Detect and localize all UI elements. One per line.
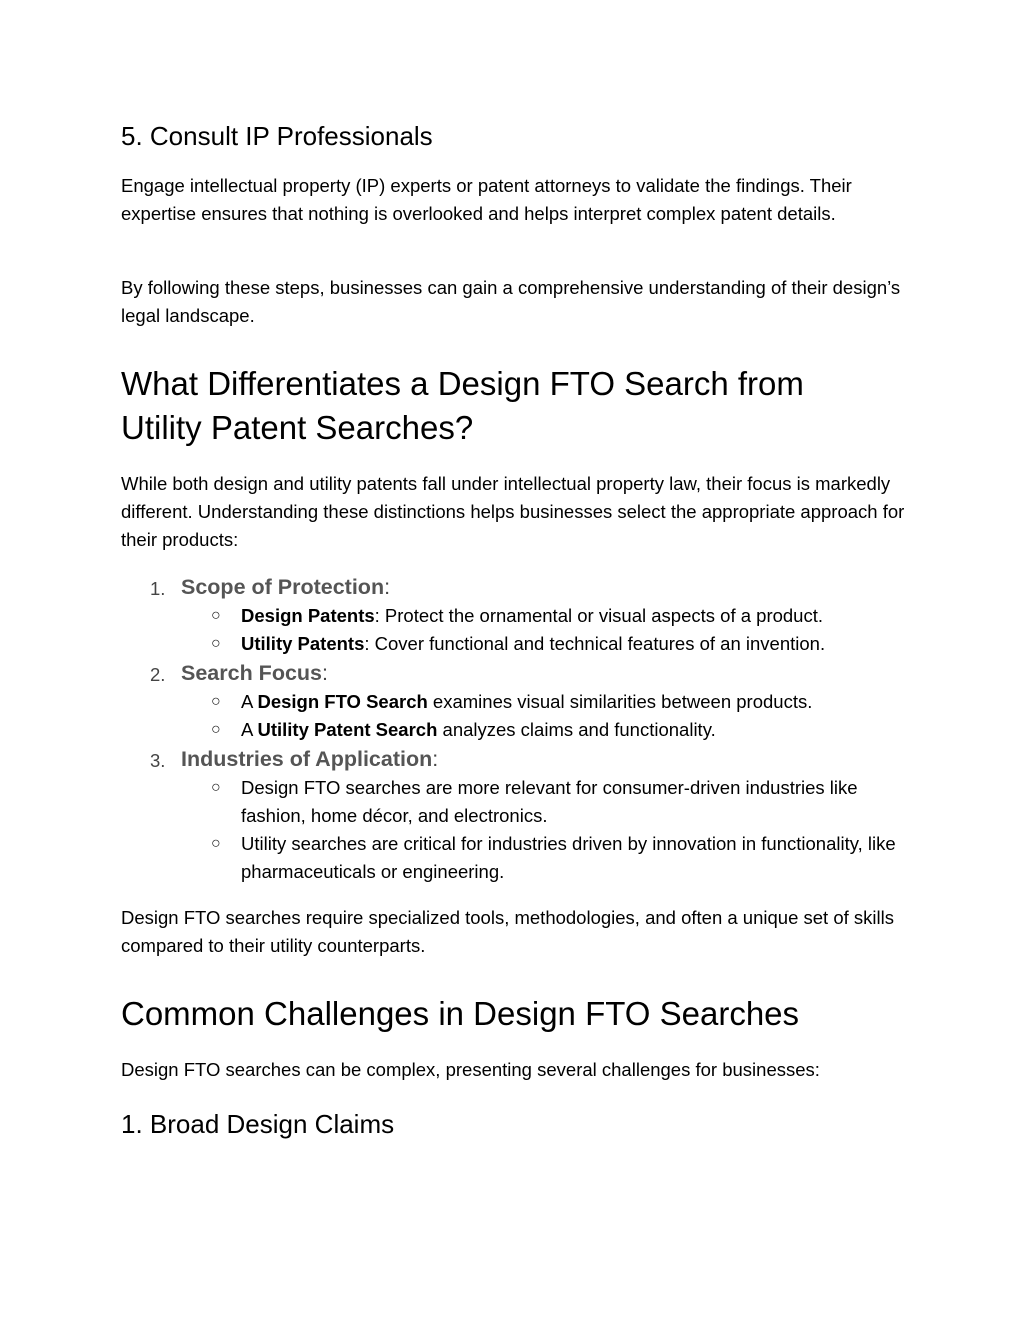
list-item: A Design FTO Search examines visual similarities between products. (241, 691, 813, 712)
bullet-icon: ○ (211, 721, 221, 738)
list-item: Design Patents: Protect the ornamental or visual aspects of a product. (241, 605, 824, 626)
list-item: Utility searches are critical for industries driven by innovation in functionality, like pharmaceuticals or engineering. (241, 833, 896, 882)
list-item: Design FTO searches are more relevant for consumer-driven industries like fashion, home décor, and electronics. (241, 777, 858, 826)
paragraph-complex-challenges: Design FTO searches can be complex, presenting several challenges for businesses: (121, 1059, 820, 1080)
paragraph-following-steps: By following these steps, businesses can gain a comprehensive understanding of their design’s legal landscape. (121, 277, 901, 326)
list-number: 1. (150, 578, 166, 599)
list-number: 2. (150, 664, 166, 685)
bullet-icon: ○ (211, 835, 221, 852)
list-heading-search-focus: Search Focus: (181, 661, 328, 685)
paragraph-design-vs-utility: While both design and utility patents fall under intellectual property law, their focus is markedly different. Understanding these distinctions helps businesses select the appropriate approach for their products: (121, 473, 905, 550)
paragraph-engage-experts: Engage intellectual property (IP) experts or patent attorneys to validate the findings. Their expertise ensures that nothing is overlooked and helps interpret complex patent details. (121, 175, 852, 224)
heading-broad-design-claims: 1. Broad Design Claims (121, 1109, 395, 1139)
heading-consult-ip: 5. Consult IP Professionals (121, 121, 433, 151)
paragraph-specialized-tools: Design FTO searches require specialized tools, methodologies, and often a unique set of skills compared to their utility counterparts. (121, 907, 894, 956)
bullet-icon: ○ (211, 693, 221, 710)
bullet-icon: ○ (211, 635, 221, 652)
list-number: 3. (150, 750, 166, 771)
list-item: Utility Patents: Cover functional and technical features of an invention. (241, 633, 826, 654)
heading-common-challenges: Common Challenges in Design FTO Searches (121, 995, 800, 1032)
heading-what-differentiates: What Differentiates a Design FTO Search from Utility Patent Searches? (121, 365, 804, 446)
list-heading-scope: Scope of Protection: (181, 575, 391, 599)
list-item: A Utility Patent Search analyzes claims and functionality. (241, 719, 716, 740)
bullet-icon: ○ (211, 607, 221, 624)
list-heading-industries: Industries of Application: (181, 747, 439, 771)
bullet-icon: ○ (211, 779, 221, 796)
